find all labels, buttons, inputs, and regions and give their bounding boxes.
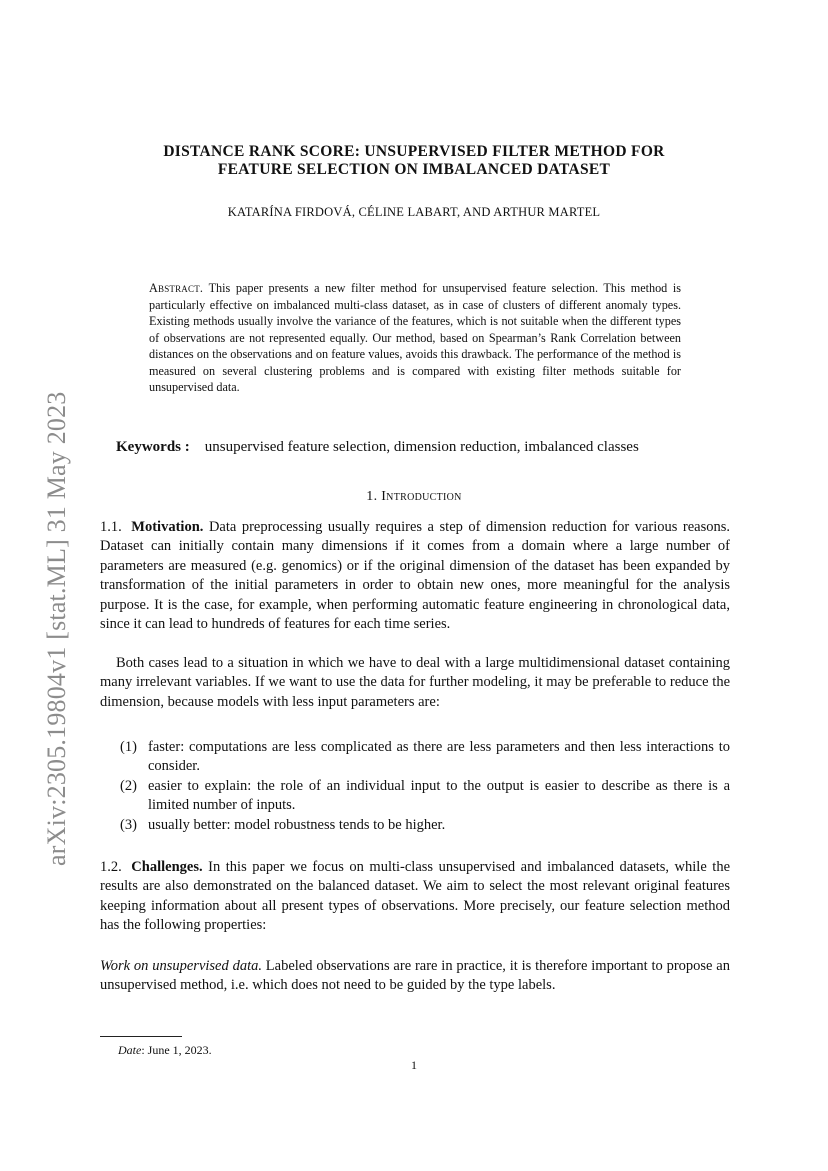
list-item-text: faster: computations are less complicated as there are less parameters and then less interactions to consider.	[148, 739, 730, 775]
page-number: 1	[411, 1058, 417, 1072]
unsupervised-text: Labeled observations are rare in practice, it is therefore important to propose an unsupervised method, i.e. which does not need to be guided by the type labels.	[100, 958, 730, 994]
motivation-text: Data preprocessing usually requires a step of dimension reduction for various reasons. Dataset can initially contain many dimensions if it comes from a domain where a large number of parameters are measured (e.g. genomics) or if the original dimension of the dataset has been expanded by transformation of the initial parameters in order to obtain new ones, more meaningful for the analysis purpose. It is the case, for example, when performing automatic feature engineering in chronological data, since it can lead to hundreds of features for each time series.	[100, 519, 731, 633]
challenges-title: Challenges.	[131, 859, 203, 875]
unsupervised-paragraph	[100, 957, 730, 996]
list-item	[120, 738, 730, 777]
list-item	[120, 816, 730, 835]
footnote-label: Date	[118, 1043, 142, 1057]
benefit-list	[120, 738, 730, 835]
footnote-text: : June 1, 2023.	[141, 1043, 212, 1057]
section-title: Introduction	[381, 489, 462, 504]
keywords-text: unsupervised feature selection, dimension reduction, imbalanced classes	[204, 439, 639, 455]
list-item	[120, 777, 730, 816]
keywords	[116, 438, 736, 457]
date-footnote	[118, 1042, 212, 1058]
list-item-text: easier to explain: the role of an individual input to the output is easier to describe as there is a limited number of inputs.	[148, 777, 730, 814]
abstract-label: Abstract.	[149, 281, 204, 295]
keywords-label: Keywords :	[116, 439, 190, 455]
footnote-divider	[100, 1036, 182, 1037]
motivation-number: 1.1.	[100, 519, 122, 535]
challenges-number: 1.2.	[100, 859, 122, 875]
section-heading	[96, 489, 732, 505]
abstract	[149, 280, 681, 396]
section-number: 1.	[366, 489, 378, 504]
list-item-number: (1)	[120, 739, 137, 755]
list-item-text: usually better: model robustness tends to be higher.	[148, 816, 446, 833]
title-line-1: DISTANCE RANK SCORE: UNSUPERVISED FILTER METHOD FOR	[163, 143, 665, 160]
list-item-number: (3)	[120, 816, 137, 833]
list-item-number: (2)	[120, 777, 137, 794]
challenges-text: In this paper we focus on multi-class unsupervised and imbalanced datasets, while the results are also demonstrated on the balanced dataset. We aim to select the most relevant original features keeping information about all present types of observations. More precisely, our feature selection method has the following properties:	[100, 859, 731, 934]
challenges-paragraph	[100, 858, 730, 936]
title-line-2: FEATURE SELECTION ON IMBALANCED DATASET	[217, 161, 611, 178]
paper-title	[96, 143, 732, 179]
author-list: KATARÍNA FIRDOVÁ, CÉLINE LABART, AND ARTHUR MARTEL	[227, 205, 601, 219]
arxiv-identifier: arXiv:2305.19804v1 [stat.ML] 31 May 2023	[42, 391, 71, 866]
cases-paragraph	[100, 654, 730, 712]
motivation-title: Motivation.	[131, 519, 204, 535]
cases-text: Both cases lead to a situation in which we have to deal with a large multidimensional dataset containing many irrelevant variables. If we want to use the data for further modeling, it may be preferable to reduce the dimension, because models with less input parameters are:	[100, 655, 730, 710]
abstract-text: This paper presents a new filter method for unsupervised feature selection. This method is particularly effective on imbalanced multi-class dataset, as in case of clusters of different anomaly types. Existing methods usually involve the variance of the features, which is not suitable when the different types of observations are not represented equally. Our method, based on Spearman’s Rank Correlation between distances on the observations and on feature values, avoids this drawback. The performance of the method is measured on several clustering problems and is compared with existing filter methods suitable for unsupervised data.	[149, 281, 682, 394]
motivation-paragraph	[100, 518, 730, 634]
unsupervised-label: Work on unsupervised data.	[100, 958, 262, 974]
